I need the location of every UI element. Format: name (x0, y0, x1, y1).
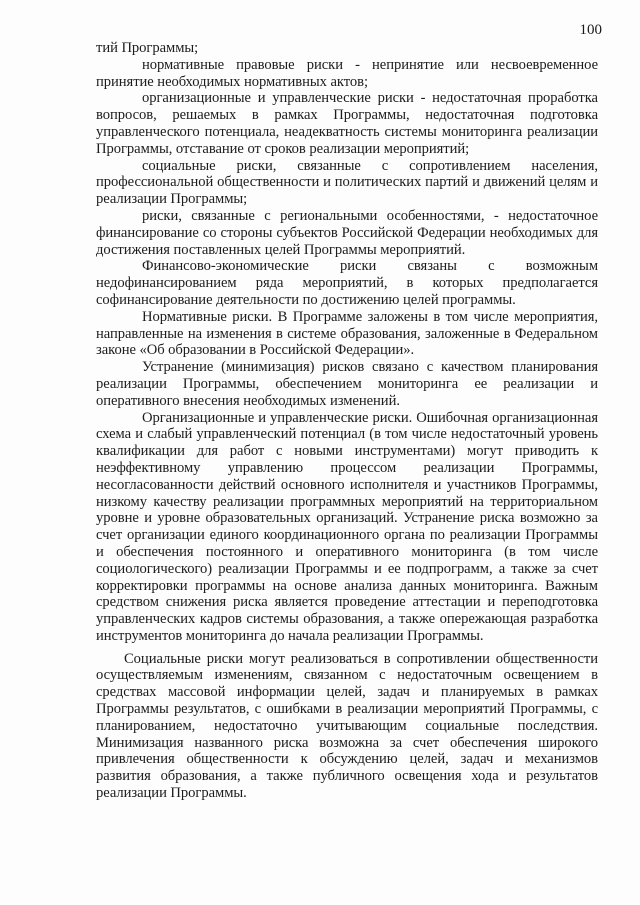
page-number: 100 (579, 22, 602, 38)
document-body (96, 40, 598, 802)
paragraph: тий Программы; (96, 40, 199, 56)
paragraph: Социальные риски могут реализоваться в сопротивлении общественности осуществляемым изменениям, связанном с недостаточным освещением в средствах массовой информации целей, задач и планируемых в рамках Программы результатов, с ошибками в реализации мероприятий Программы, с планированием, недостаточно учитывающим социальные последствия. Минимизация названного риска возможна за счет обеспечения широкого привлечения общественности к обсуждению целей, задач и механизмов развития образования, а также публичного освещения хода и результатов реализации Программы. (96, 650, 598, 802)
paragraph: Организационные и управленческие риски. Ошибочная организационная схема и слабый управленческий потенциал (в том числе недостаточный уровень квалификации для работ с новыми инструментами) могут приводить к неэффективному управлению процессом реализации Программы, несогласованности действий основного исполнителя и участников Программы, низкому качеству реализации программных мероприятий на территориальном уровне и уровне образовательных организаций. Устранение риска возможно за счет организации единого координационного органа по реализации Программы и обеспечения постоянного и оперативного мониторинга (в том числе социологического) реализации Программы и ее подпрограмм, а также за счет корректировки программы на основе анализа данных мониторинга. Важным средством снижения риска является проведение аттестации и переподготовка управленческих кадров системы образования, а также опережающая разработка инструментов мониторинга до начала реализации Программы. (96, 409, 598, 644)
paragraph: Финансово-экономические риски связаны с возможным недофинансированием ряда мероприятий, в которых предполагается софинансирование деятельности по достижению целей программы. (96, 258, 598, 308)
paragraph: организационные и управленческие риски - недостаточная проработка вопросов, решаемых в рамках Программы, недостаточная подготовка управленческого потенциала, неадекватность системы мониторинга реализации Программы, отставание от сроков реализации мероприятий; (96, 90, 598, 157)
paragraph: риски, связанные с региональными особенностями, - недостаточное финансирование со стороны субъектов Российской Федерации необходимых для достижения поставленных целей Программы мероприятий. (96, 207, 598, 258)
paragraph: Устранение (минимизация) рисков связано с качеством планирования реализации Программы, обеспечением мониторинга ее реализации и оперативного внесения необходимых изменений. (96, 359, 598, 409)
paragraph: Нормативные риски. В Программе заложены в том числе мероприятия, направленные на изменения в системе образования, заложенные в Федеральном законе «Об образовании в Российской Федерации». (96, 308, 598, 359)
paragraph: нормативные правовые риски - непринятие или несвоевременное принятие необходимых нормативных актов; (96, 56, 598, 90)
paragraph: социальные риски, связанные с сопротивлением населения, профессиональной общественности и политических партий и движений целям и реализации Программы; (96, 157, 598, 208)
